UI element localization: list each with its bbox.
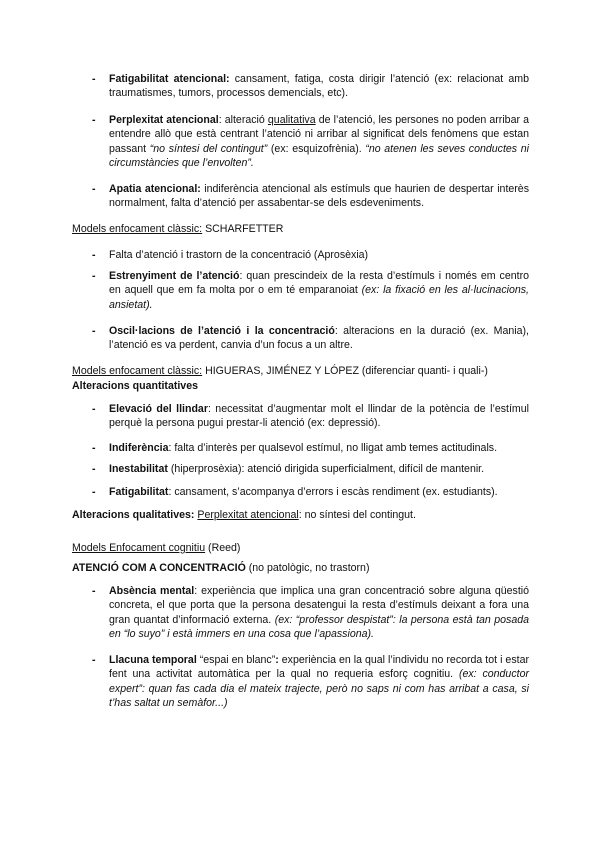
- bullet-dash: -: [92, 403, 96, 415]
- heading-rest: (Reed): [205, 542, 241, 554]
- item-text: indiferència atencional als estímuls que haurien de despertar interès normalment, falta d’atenció per assabentar-se dels esdeveniments.: [109, 183, 529, 210]
- bullet-dash: -: [92, 325, 96, 337]
- bullet-dash: -: [92, 73, 96, 85]
- item-text: : necessitat d’augmentar molt el llindar de la potència de l’estímul perquè la persona pugui prestar-li atenció (ex: depressió).: [109, 403, 529, 430]
- italic-example: (ex: conductor expert”: quan fas cada dia el mateix trajecte, però no saps ni com has arribat a casa, si t’has saltat un semàfor...): [109, 668, 529, 710]
- item-text: : experiència que implica una gran concentració sobre alguna qüestió concreta, el que porta que la persona desatengui la resta d’estímuls deixant a fora una gran quantat d’informació externa.: [109, 585, 530, 626]
- italic-quote: “no síntesi del contingut”: [149, 142, 268, 155]
- heading-underlined: Models enfocament clàssic:: [72, 223, 203, 235]
- subheading-rest: (no patològic, no trastorn): [245, 562, 370, 574]
- bullet-dash: -: [92, 486, 96, 498]
- term: Indiferència: [109, 442, 169, 454]
- term: Elevació del llindar: [109, 403, 208, 415]
- term: Inestabilitat: [109, 463, 168, 475]
- subheading-quantitatives: [72, 379, 530, 393]
- list-item-estrenyiment: [92, 269, 529, 312]
- item-quote: “espai en blanc”: [196, 654, 276, 666]
- list-item-absencia: [92, 584, 529, 642]
- heading-rest: SCHARFETTER: [202, 223, 284, 235]
- section-heading-reed: [72, 541, 530, 555]
- heading-underlined: Models Enfocament cognitiu: [72, 542, 206, 554]
- list-item-inestabilitat: [92, 462, 529, 476]
- term: Estrenyiment de l’atenció: [109, 270, 240, 282]
- item-text: Falta d’atenció i trastorn de la concentració (Aprosèxia): [109, 249, 369, 261]
- bullet-dash: -: [92, 249, 96, 261]
- item-text: : cansament, s’acompanya d’errors i escàs rendiment (ex. estudiants).: [168, 486, 498, 498]
- bullet-dash: -: [92, 463, 96, 475]
- item-text: : alteració: [218, 114, 268, 126]
- bullet-dash: -: [92, 183, 96, 195]
- list-item-aprosexia: [92, 248, 529, 262]
- term: Absència mental: [109, 585, 195, 597]
- section-heading-scharfetter: [72, 222, 530, 236]
- list-item-oscillacions: [92, 324, 529, 353]
- item-text: : falta d’interès per qualsevol estímul, no lligat amb temes actitudinals.: [168, 442, 498, 454]
- italic-quote: “no atenen les seves conductes ni circumstàncies que l’envolten”.: [109, 142, 529, 170]
- subheading-qualitatives: [72, 508, 530, 522]
- term: Llacuna temporal: [109, 654, 197, 666]
- heading-underlined: Models enfocament clàssic:: [72, 365, 203, 377]
- bullet-dash: -: [92, 442, 96, 454]
- list-item-apatia: [92, 182, 529, 211]
- italic-example: (ex: la fixació en les al·lucinacions, ansietat).: [109, 284, 529, 311]
- bullet-dash: -: [92, 270, 96, 282]
- subheading-text: Alteracions quantitatives: [72, 380, 198, 392]
- heading-rest: HIGUERAS, JIMÉNEZ Y LÓPEZ (diferenciar quanti- i quali-): [202, 365, 488, 377]
- item-text: (ex: esquizofrènia).: [267, 142, 366, 155]
- list-item-elevacio: [92, 402, 529, 431]
- subheading-text: Alteracions qualitatives:: [72, 509, 195, 521]
- item-text: : quan prescindeix de la resta d’estímuls i només em centro en aquell que em fa molta por o em té emparanoiat: [109, 270, 529, 297]
- underlined-term: Perplexitat atencional: [197, 509, 299, 521]
- item-text: (hiperprosèxia): atenció dirigida superficialment, difícil de mantenir.: [167, 463, 485, 475]
- bullet-dash: -: [92, 585, 96, 597]
- term: Fatigabilitat: [109, 486, 169, 498]
- list-item-indiferencia: [92, 441, 529, 455]
- list-item-fatigabilitat: [92, 72, 529, 101]
- bullet-dash: -: [92, 654, 96, 666]
- item-text: experiència en la qual l’individu no recorda tot i estar fent una activitat automàtica per la qual no requeria esforç cognitiu.: [109, 654, 529, 681]
- subheading-text: ATENCIÓ COM A CONCENTRACIÓ: [72, 562, 246, 574]
- term: Perplexitat atencional: [109, 114, 219, 126]
- bullet-dash: -: [92, 114, 96, 126]
- section-heading-higueras: [72, 364, 530, 378]
- list-item-perplexitat: [92, 113, 529, 171]
- term: Apatia atencional:: [109, 183, 201, 195]
- term: Oscil·lacions de l’atenció i la concentració: [109, 325, 335, 337]
- underlined-word: qualitativa: [267, 114, 316, 126]
- item-text: : alteracions en la duració (ex. Mania), l’atenció es va perdent, canvia d’un focus a un altre.: [109, 325, 529, 352]
- subheading-concentracio: [72, 561, 530, 575]
- item-text: : no síntesi del contingut.: [298, 509, 416, 521]
- item-text: de l’atenció, les persones no poden arribar a entendre allò que està centrant l’atenció ni arribar al significat dels fenòmens que estan passant: [109, 114, 529, 155]
- list-item-fatigabilitat-2: [92, 485, 529, 499]
- italic-example: (ex: “professor despistat”: la persona està tan posada en “lo suyo” i està immers en una cosa que l’apassiona).: [109, 613, 529, 641]
- item-text: cansament, fatiga, costa dirigir l’atenció (ex: relacionat amb traumatismes, tumors, processos demencials, etc).: [109, 73, 529, 100]
- list-item-llacuna: [92, 653, 529, 711]
- term: Fatigabilitat atencional:: [109, 73, 230, 85]
- colon: :: [275, 654, 279, 666]
